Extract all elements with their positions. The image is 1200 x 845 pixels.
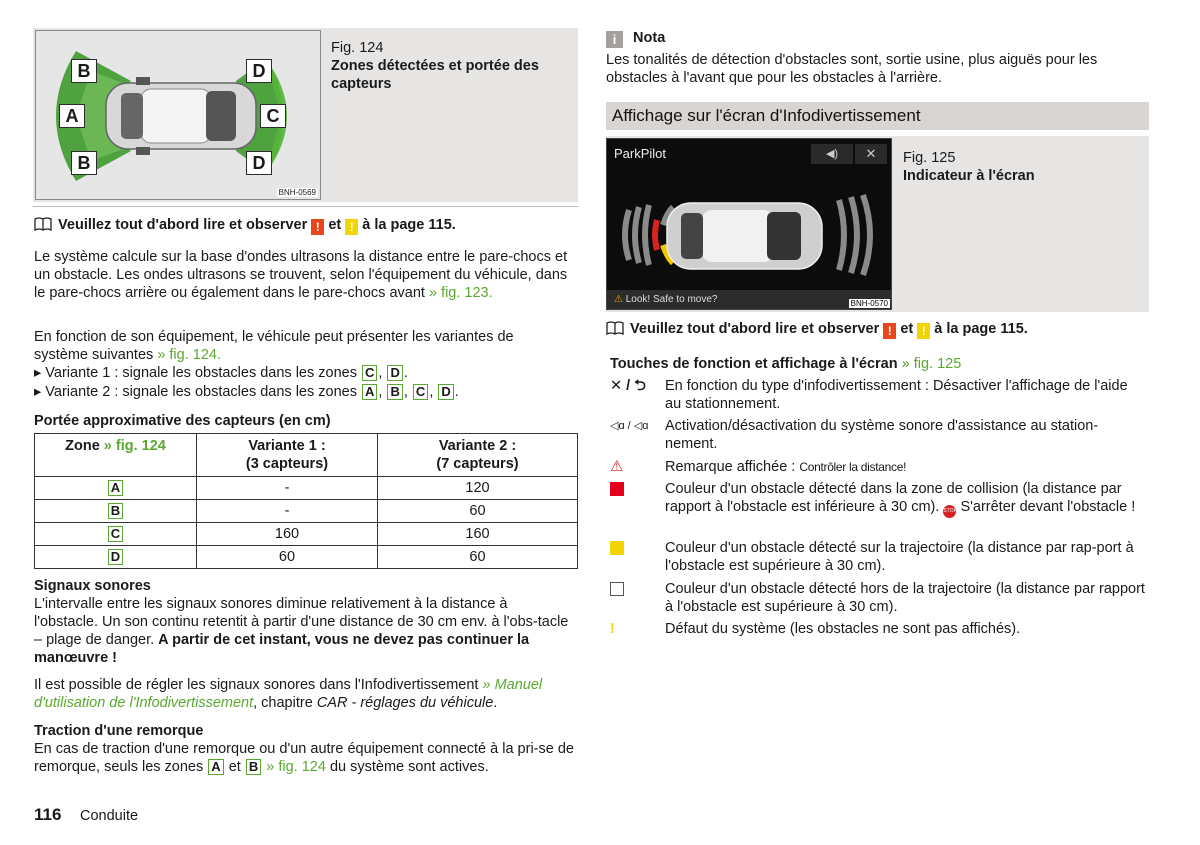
- figure-125-label: Fig. 125: [903, 150, 956, 166]
- warning-red-icon: !: [883, 323, 896, 339]
- row-v1: 160: [197, 523, 378, 546]
- warning-triangle-icon: ⚠: [614, 294, 623, 305]
- zone-b-box: B: [387, 384, 402, 400]
- legend-text: Remarque affichée : Contrôler la distance!: [665, 459, 907, 475]
- row-zone: C: [108, 526, 123, 542]
- table-row: [35, 500, 578, 523]
- row-v2: 60: [378, 500, 578, 523]
- section-header: Affichage sur l'écran d'Infodivertissement: [606, 102, 1149, 130]
- book-icon: [606, 321, 626, 340]
- zone-c-label: C: [260, 104, 286, 128]
- read-first-prefix: Veuillez tout d'abord lire et observer: [58, 217, 308, 233]
- yellow-square-icon: [610, 539, 660, 560]
- white-square-icon: [610, 580, 660, 601]
- zone-d-box: D: [387, 365, 402, 381]
- zone-c-box: C: [413, 384, 428, 400]
- signaux-warning: A partir de cet instant, vous ne devez pas continuer la manœuvre !: [34, 632, 530, 666]
- close-back-icon: ✕ / ⮌: [610, 378, 646, 394]
- exclamation-icon: !: [610, 621, 615, 637]
- variant-2-text: ▸ Variante 2 : signale les obstacles dans les zones: [34, 384, 357, 400]
- warning-red-icon: !: [311, 219, 324, 235]
- variants-paragraph: [34, 328, 569, 364]
- table-row: [35, 523, 578, 546]
- figure-125-title: Indicateur à l'écran: [903, 168, 1035, 184]
- figure-124: [33, 28, 578, 202]
- zone-a-box: A: [208, 759, 223, 775]
- zone-a-label: A: [59, 104, 85, 128]
- figure-124-title: Zones détectées et portée des capteurs: [331, 58, 539, 92]
- row-zone: B: [108, 503, 123, 519]
- reglage-end: .: [493, 695, 498, 711]
- fig124-link[interactable]: » fig. 124.: [157, 347, 221, 363]
- traction-end: du système sont actives.: [329, 759, 489, 775]
- row-zone: A: [108, 480, 123, 496]
- stop-instruction: S'arrêter devant l'obstacle !: [960, 499, 1136, 515]
- figure-124-label: Fig. 124: [331, 40, 384, 56]
- red-square-icon: [610, 480, 660, 501]
- legend-text: En fonction du type d'infodivertissement : Désactiver l'affichage de l'aide au stationnement.: [665, 378, 1128, 412]
- variant-1-text: ▸ Variante 1 : signale les obstacles dans les zones: [34, 365, 357, 381]
- info-icon: i: [606, 31, 623, 48]
- divider: [33, 206, 578, 207]
- legend-text: Activation/désactivation du système sonore d'assistance au station-nement.: [665, 418, 1099, 452]
- table-title: Portée approximative des capteurs (en cm): [34, 413, 331, 429]
- fig125-link[interactable]: » fig. 125: [901, 356, 962, 372]
- row-v1: -: [197, 477, 378, 500]
- legend-text: Couleur d'un obstacle détecté hors de la trajectoire (la distance par rapport à l'obstacle est supérieure à 30 cm).: [665, 581, 1145, 615]
- table-row: [35, 477, 578, 500]
- read-first-suffix: à la page 115.: [362, 217, 456, 233]
- reglage-chapter: CAR - réglages du véhicule: [316, 695, 494, 711]
- reglage-paragraph: [34, 676, 569, 712]
- close-button[interactable]: [855, 144, 887, 164]
- speaker-icon: ◀): [825, 148, 839, 160]
- stop-icon: STOP: [943, 505, 956, 518]
- sound-toggle-button[interactable]: [811, 144, 853, 164]
- zone-b-box: B: [246, 759, 261, 775]
- read-first-prefix: Veuillez tout d'abord lire et observer: [630, 321, 880, 337]
- variant-1-line: ▸ Variante 1 : signale les obstacles dans les zones C , D .: [34, 365, 408, 381]
- figure-code: BNH-0569: [278, 188, 316, 197]
- read-first-suffix: à la page 115.: [934, 321, 1028, 337]
- row-v1: -: [197, 500, 378, 523]
- figure-124-image: [35, 30, 321, 200]
- figure-125: [606, 136, 1149, 312]
- traction-text: En cas de traction d'une remorque ou d'un autre équipement connecté à la pri-se de remorque, seuls les zones: [34, 741, 574, 775]
- zone-d-box: D: [438, 384, 453, 400]
- traction-title: Traction d'une remorque: [34, 723, 204, 739]
- signaux-paragraph: [34, 595, 569, 667]
- zone-b-top-label: B: [71, 59, 97, 83]
- range-table: [34, 433, 578, 569]
- read-first-notice: [34, 216, 579, 236]
- touches-title-text: Touches de fonction et affichage à l'écran: [610, 356, 898, 372]
- read-first-and: et: [328, 217, 342, 233]
- variants-text: En fonction de son équipement, le véhicule peut présenter les variantes de système suivantes: [34, 329, 514, 363]
- nota-title: Nota: [633, 30, 666, 46]
- zone-a-box: A: [362, 384, 377, 400]
- header-variant-1: Variante 1 : (3 capteurs): [197, 434, 378, 477]
- close-icon: ✕: [865, 146, 877, 161]
- fig123-link[interactable]: » fig. 123.: [428, 285, 493, 301]
- row-v2: 60: [378, 546, 578, 569]
- row-v2: 160: [378, 523, 578, 546]
- zone-c-box: C: [362, 365, 377, 381]
- signaux-title: Signaux sonores: [34, 578, 151, 594]
- row-v1: 60: [197, 546, 378, 569]
- zone-d-bottom-label: D: [246, 151, 272, 175]
- legend-text: Couleur d'un obstacle détecté sur la trajectoire (la distance par rap-port à l'obstacle est supérieure à 30 cm).: [665, 540, 1134, 574]
- warning-yellow-icon: !: [345, 219, 358, 235]
- figure-code: BNH-0570: [850, 299, 888, 308]
- variant-2-line: ▸ Variante 2 : signale les obstacles dans les zones A , B , C , D .: [34, 384, 459, 400]
- intro-paragraph: [34, 248, 569, 302]
- reglage-mid: , chapitre: [253, 695, 313, 711]
- parking-sensor-graphic: [607, 165, 893, 290]
- traction-paragraph: [34, 740, 574, 776]
- legend-text: Couleur d'un obstacle détecté dans la zone de collision (la distance par rapport à l'obstacle est inférieure à 30 cm). STOP S'arrêter devant l'obstacle !: [665, 480, 1145, 518]
- range-table-wrap: [34, 433, 578, 569]
- screen-message: Look! Safe to move?: [625, 294, 718, 305]
- legend-text: Défaut du système (les obstacles ne sont pas affichés).: [665, 621, 1021, 637]
- warning-triangle-icon: ⚠: [610, 458, 624, 475]
- section-name: Conduite: [80, 808, 139, 824]
- infotainment-screen: [606, 138, 892, 310]
- signaux-text: L'intervalle entre les signaux sonores diminue relativement à la distance à l'obstacle. Un son continu retentit à partir d'une distance de 30 cm env. à l'obs-tacle – plage de danger.: [34, 596, 569, 648]
- reglage-text: Il est possible de régler les signaux sonores dans l'Infodivertissement: [34, 677, 479, 693]
- nota-header: [606, 29, 665, 48]
- read-first-notice-2: [606, 320, 1151, 340]
- traction-and: et: [228, 759, 241, 775]
- zone-d-top-label: D: [246, 59, 272, 83]
- header-variant-2: Variante 2 : (7 capteurs): [378, 434, 578, 477]
- intro-text: Le système calcule sur la base d'ondes ultrasons la distance entre le pare-chocs et un obstacle. Les ondes ultrasons se trouvent, selon l'équipement du véhicule, dans le pare-chocs arrière ou également dans le pare-chocs avant: [34, 249, 568, 301]
- page-number: 116: [34, 805, 62, 824]
- zone-b-bottom-label: B: [71, 151, 97, 175]
- nota-text: Les tonalités de détection d'obstacles sont, sortie usine, plus aiguës pour les obstacles à l'avant que pour les obstacles à l'arrière.: [606, 52, 1098, 86]
- fig124-link[interactable]: » fig. 124: [266, 759, 326, 775]
- read-first-and: et: [900, 321, 914, 337]
- header-zone: Zone » fig. 124: [35, 434, 197, 477]
- warning-yellow-icon: !: [917, 323, 930, 339]
- speaker-toggle-icon: ◁ɑ / ◁ɑ: [610, 420, 649, 432]
- header-fig-link[interactable]: » fig. 124: [103, 438, 166, 454]
- manual-link[interactable]: » Manuel d'utilisation de l'Infodivertissement: [34, 677, 543, 711]
- book-icon: [34, 217, 54, 236]
- row-v2: 120: [378, 477, 578, 500]
- warning-message: Contrôler la distance!: [799, 460, 907, 474]
- row-zone: D: [108, 549, 123, 565]
- table-row: [35, 546, 578, 569]
- touches-title: [610, 355, 961, 373]
- table-header-row: [35, 434, 578, 477]
- screen-title: ParkPilot: [614, 146, 667, 161]
